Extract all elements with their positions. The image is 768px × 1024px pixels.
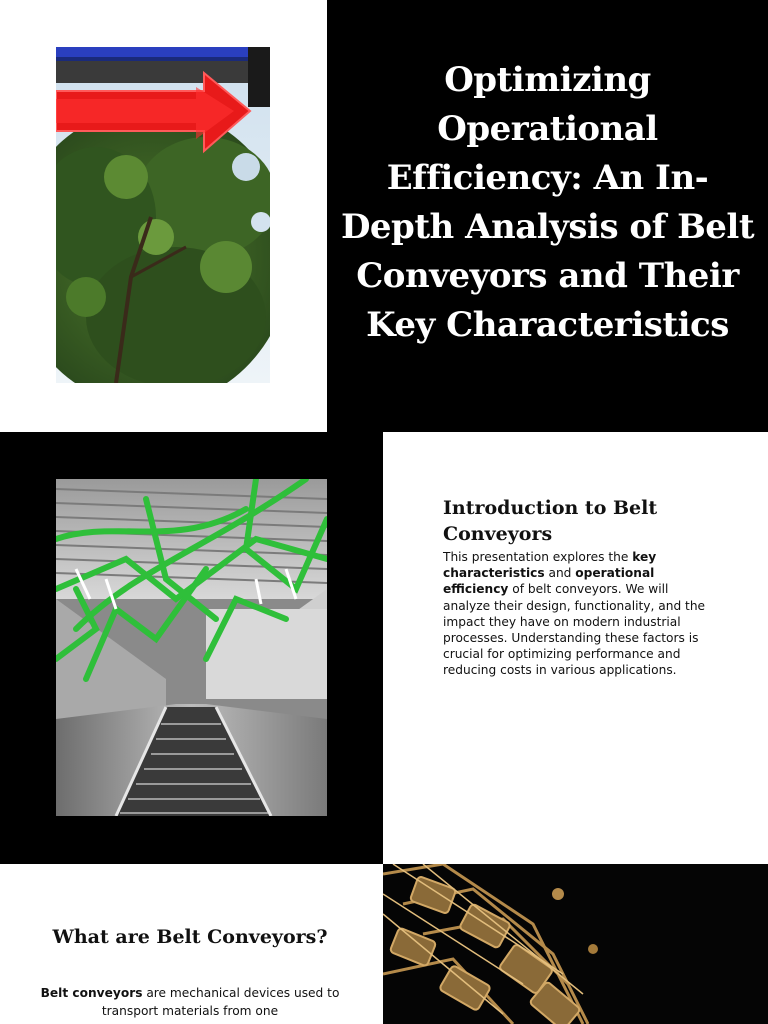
arrow-sign-tree-photo xyxy=(56,47,270,383)
intro-heading: Introduction to Belt Conveyors xyxy=(443,497,658,545)
highlight-belt-conveyors: Belt conveyors xyxy=(40,986,143,1000)
intro-paragraph: This presentation explores the key characteristics and operational efficiency of belt conveyors. We will analyze their design, functionality, and the impact they have on modern industrial processes. Understanding these factors is crucial for optimizing performance and reducing costs in various applications. xyxy=(443,550,706,678)
definition-paragraph: Belt conveyors are mechanical devices used to transport materials from one xyxy=(40,986,340,1018)
escalator-photo xyxy=(56,479,327,816)
definition-heading: What are Belt Conveyors? xyxy=(52,926,328,948)
golden-chain-photo xyxy=(383,864,768,1024)
slide-title xyxy=(0,0,768,432)
highlight-key-characteristics: key characteristics xyxy=(443,550,657,581)
presentation-title: Optimizing Operational Efficiency: An In-Depth Analysis of Belt Conveyors and Their Key Characteristics xyxy=(340,60,755,345)
slide-what-are-belt-conveyors xyxy=(0,864,768,1024)
highlight-operational-efficiency: operational efficiency xyxy=(443,566,655,597)
slide-introduction xyxy=(0,432,768,864)
